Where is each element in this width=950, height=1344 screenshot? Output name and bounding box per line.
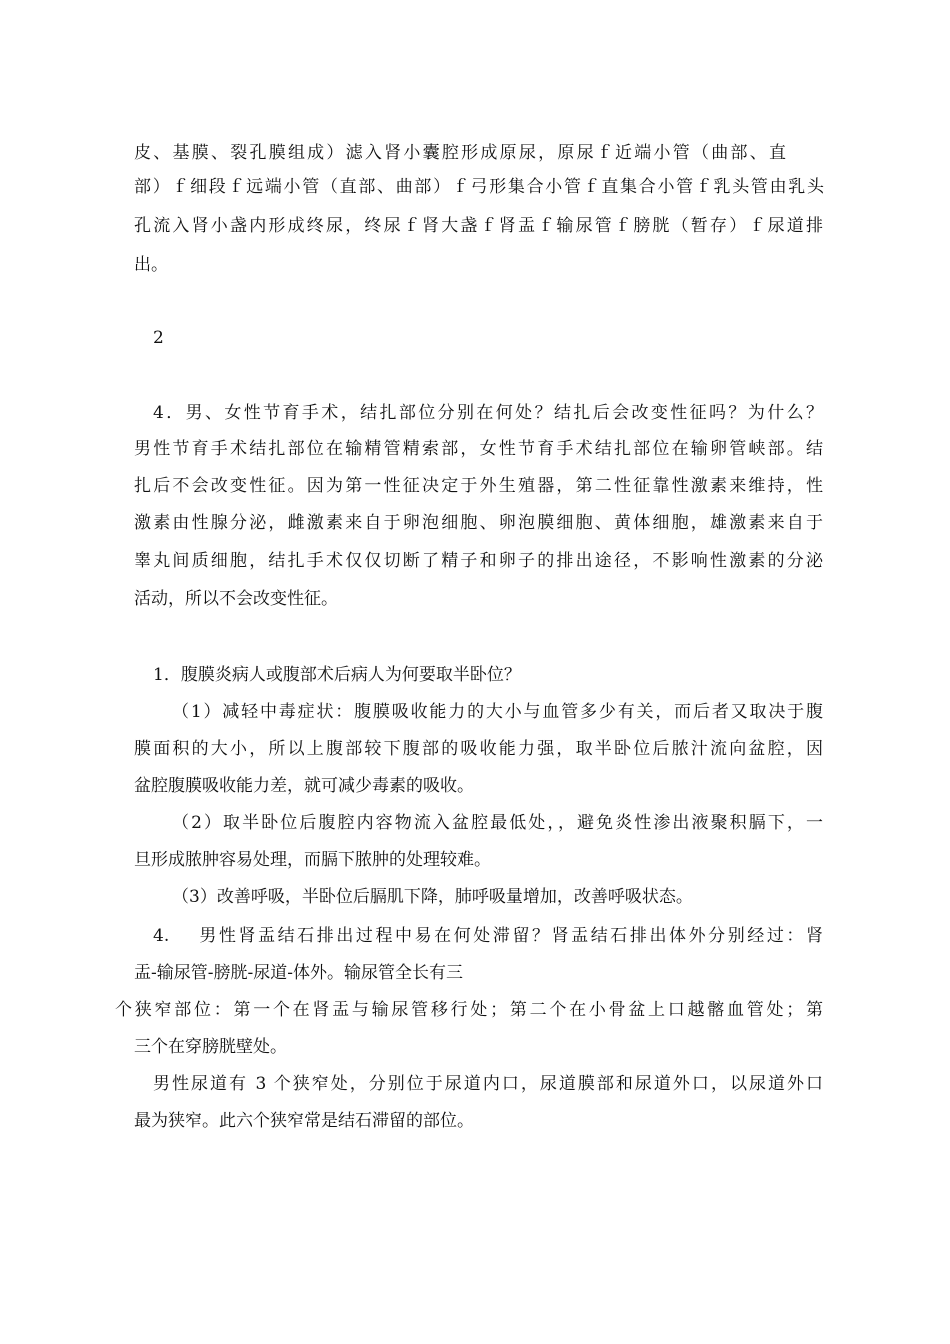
question4-answer-line: 睾丸间质细胞，结扎手术仅仅切断了精子和卵子的排出途径，不影响性激素的分泌 bbox=[134, 551, 823, 571]
question1-reason1-line: 盆腔腹膜吸收能力差，就可减少毒素的吸收。 bbox=[134, 776, 474, 796]
kidney-stone-line: 三个在穿膀胱壁处。 bbox=[134, 1037, 287, 1057]
question1-title: 1．腹膜炎病人或腹部术后病人为何要取半卧位？ bbox=[153, 665, 521, 685]
intro-line: 出。 bbox=[134, 255, 168, 275]
question1-reason3: （3）改善呼吸，半卧位后膈肌下降，肺呼吸量增加，改善呼吸状态。 bbox=[172, 887, 693, 907]
kidney-stone-title: 4. 男性肾盂结石排出过程中易在何处滞留？肾盂结石排出体外分别经过：肾 bbox=[153, 926, 823, 946]
urethra-line: 最为狭窄。此六个狭窄常是结石滞留的部位。 bbox=[134, 1111, 474, 1131]
question4-title: 4．男、女性节育手术，结扎部位分别在何处？结扎后会改变性征吗？为什么？ bbox=[153, 403, 823, 423]
question1-reason1-line: 膜面积的大小，所以上腹部较下腹部的吸收能力强，取半卧位后脓汁流向盆腔，因 bbox=[134, 739, 823, 759]
kidney-stone-line: 盂-输尿管-膀胱-尿道-体外。输尿管全长有三 bbox=[134, 963, 463, 983]
question4-answer-line: 激素由性腺分泌，雌激素来自于卵泡细胞、卵泡膜细胞、黄体细胞，雄激素来自于 bbox=[134, 513, 823, 533]
intro-line: 皮、基膜、裂孔膜组成）滤入肾小囊腔形成原尿，原尿ｆ近端小管（曲部、直 bbox=[134, 143, 786, 163]
intro-line: 孔流入肾小盏内形成终尿，终尿ｆ肾大盏ｆ肾盂ｆ输尿管ｆ膀胱（暂存）ｆ尿道排 bbox=[134, 216, 823, 236]
urethra-line: 男性尿道有 3 个狭窄处，分别位于尿道内口，尿道膜部和尿道外口，以尿道外口 bbox=[153, 1074, 823, 1094]
question4-answer-line: 扎后不会改变性征。因为第一性征决定于外生殖器，第二性征靠性激素来维持，性 bbox=[134, 476, 823, 496]
question1-reason1-line: （1）减轻中毒症状：腹膜吸收能力的大小与血管多少有关，而后者又取决于腹 bbox=[172, 702, 823, 722]
question4-answer-line: 男性节育手术结扎部位在输精管精索部，女性节育手术结扎部位在输卵管峡部。结 bbox=[134, 439, 823, 459]
question4-answer-line: 活动，所以不会改变性征。 bbox=[134, 589, 338, 609]
question1-reason2-line: 旦形成脓肿容易处理，而膈下脓肿的处理较难。 bbox=[134, 850, 491, 870]
question1-reason2-line: （2）取半卧位后腹腔内容物流入盆腔最低处，，避免炎性渗出液聚积膈下，一 bbox=[172, 813, 823, 833]
intro-line: 部）ｆ细段ｆ远端小管（直部、曲部）ｆ弓形集合小管ｆ直集合小管ｆ乳头管由乳头 bbox=[134, 177, 824, 197]
kidney-stone-line: 个狭窄部位：第一个在肾盂与输尿管移行处；第二个在小骨盆上口越髂血管处；第 bbox=[115, 1000, 823, 1020]
page-number: 2 bbox=[153, 328, 164, 348]
